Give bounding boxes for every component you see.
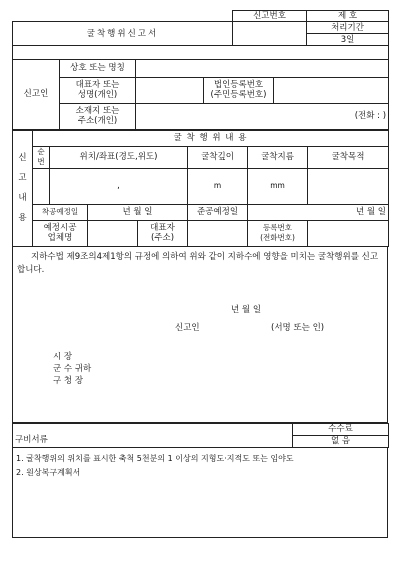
phone-text: (전화 : ): [354, 111, 387, 121]
col-sequence: 순번: [33, 146, 50, 168]
form-title: 굴착행위신고서: [13, 22, 233, 46]
col-purpose: 굴착목적: [308, 146, 389, 168]
document-item: 2. 원상복구계획서: [16, 467, 81, 477]
documents-list: [12, 448, 388, 538]
document-item: 1. 굴착행위의 위치를 표시한 축척 5천분의 1 이상의 지형도·지적도 또는 임야도: [16, 453, 294, 463]
applicant-section: [12, 59, 389, 130]
representative-label: 대표자 또는 성명(개인): [60, 77, 136, 103]
content-section: [12, 130, 389, 247]
cell-diameter[interactable]: mm: [248, 168, 308, 204]
signature-field[interactable]: (서명 또는 인): [271, 322, 325, 333]
applicant-label: 신고인: [13, 59, 60, 129]
corp-reg-no-label: 법인등록번호 (주민등록번호): [204, 77, 274, 103]
declaration-date[interactable]: 년 월 일: [231, 304, 262, 315]
cell-sequence[interactable]: [33, 168, 50, 204]
contractor-rep-field[interactable]: [188, 220, 248, 246]
company-name-label: 상호 또는 명칭: [60, 59, 136, 77]
form-header: [12, 10, 389, 59]
contractor-reg-field[interactable]: [308, 220, 389, 246]
contractor-rep-label: 대표자 (주소): [138, 220, 188, 246]
address-label: 소재지 또는 주소(개인): [60, 103, 136, 129]
documents-section: [12, 423, 389, 448]
col-location: 위치/좌표(경도,위도): [50, 146, 188, 168]
content-side-label: 신 고 내 용: [13, 130, 33, 246]
processing-period-label: 처리기간: [307, 22, 389, 34]
declaration-section: [12, 247, 388, 423]
form-frame: [12, 10, 388, 548]
cell-depth[interactable]: m: [188, 168, 248, 204]
content-header: 굴 착 행 위 내 용: [33, 130, 389, 146]
corp-reg-no-field[interactable]: [274, 77, 389, 103]
addressee-mayor: 시 장: [53, 351, 73, 362]
declaration-text: 지하수법 제9조의4제1항의 규정에 의하여 위와 같이 지하수에 영향을 미치는 굴착행위를 신고합니다.: [17, 251, 379, 275]
addressee-district-head: 구 청 장: [53, 375, 84, 386]
receipt-no-label: 신고번호: [233, 11, 307, 22]
company-name-field[interactable]: [136, 59, 389, 77]
addressee-governor: 군 수 귀하: [53, 363, 92, 374]
end-date-label: 준공예정일: [188, 204, 248, 220]
start-date-field[interactable]: 년 월 일: [88, 204, 188, 220]
receipt-no-value: 제 호: [307, 11, 389, 22]
cell-location[interactable]: ,: [50, 168, 188, 204]
end-date-field[interactable]: 년 월 일: [248, 204, 389, 220]
addressee-block: [53, 351, 91, 387]
contractor-label: 예정시공 업체명: [33, 220, 88, 246]
col-depth: 굴착깊이: [188, 146, 248, 168]
cell-purpose[interactable]: [308, 168, 389, 204]
contractor-reg-label: 등록번호 (전화번호): [248, 220, 308, 246]
fee-value: 없 음: [293, 435, 389, 447]
processing-period-value: 3일: [307, 34, 389, 46]
signer-label: 신고인: [175, 322, 200, 333]
documents-label: 구비서류: [13, 423, 293, 447]
col-diameter: 굴착지름: [248, 146, 308, 168]
contractor-field[interactable]: [88, 220, 138, 246]
start-date-label: 착공예정일: [33, 204, 88, 220]
representative-field[interactable]: [136, 77, 204, 103]
address-field[interactable]: [136, 103, 389, 129]
fee-label: 수수료: [293, 423, 389, 435]
